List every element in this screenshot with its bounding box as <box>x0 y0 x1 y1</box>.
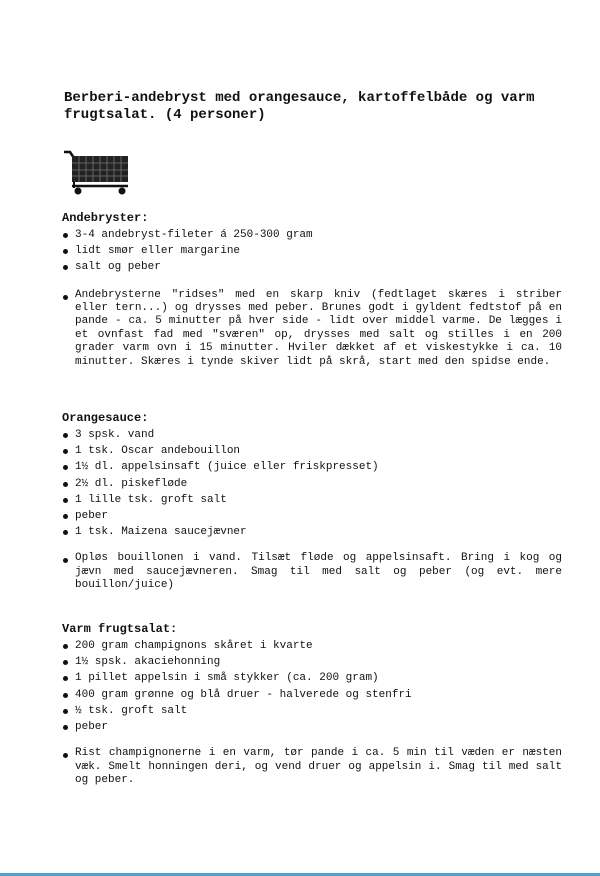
section-varm-frugtsalat <box>62 621 562 787</box>
ingredient-item: 200 gram champignons skåret i kvarte <box>62 638 562 654</box>
ingredient-item: peber <box>62 508 562 524</box>
ingredient-list <box>62 227 562 276</box>
ingredient-item: 1½ dl. appelsinsaft (juice eller friskpresset) <box>62 459 562 475</box>
ingredient-item: salt og peber <box>62 259 562 275</box>
ingredient-item: 2½ dl. piskefløde <box>62 476 562 492</box>
ingredient-item: 400 gram grønne og blå druer - halverede og stenfri <box>62 687 562 703</box>
section-heading: Varm frugtsalat: <box>62 622 178 636</box>
section-andebryster <box>62 210 562 369</box>
ingredient-item: peber <box>62 719 562 735</box>
ingredient-item: 3-4 andebryst-fileter á 250-300 gram <box>62 227 562 243</box>
ingredient-list <box>62 427 562 540</box>
method-step: Andebrysterne "ridses" med en skarp kniv (fedtlaget skæres i striber eller tern...) og drysses med peber. Brunes godt i gyldent fedtstof på en pande - ca. 5 minutter på hver side - lidt over middel varme. De lægges i et ovnfast fad med "sværen" op, drysses med salt og stilles i en 200 grader varm ovn i 15 minutter. Hviler dækket af et viskestykke i ca. 10 minutter. Skæres i tynde skiver lidt på skrå, start med den spidse ende. <box>62 289 562 369</box>
section-heading: Orangesauce: <box>62 411 149 425</box>
ingredient-item: 1 pillet appelsin i små stykker (ca. 200 gram) <box>62 670 562 686</box>
ingredient-item: 3 spsk. vand <box>62 427 562 443</box>
ingredient-item: ½ tsk. groft salt <box>62 703 562 719</box>
section-orangesauce <box>62 410 562 593</box>
recipe-title: Berberi-andebryst med orangesauce, kartoffelbåde og varm frugtsalat. (4 personer) <box>64 90 535 123</box>
ingredient-item: 1 lille tsk. groft salt <box>62 492 562 508</box>
ingredient-list <box>62 638 562 735</box>
method-step: Rist champignonerne i en varm, tør pande i ca. 5 min til væden er næsten væk. Smelt honningen deri, og vend druer og appelsin i. Smag til med salt og peber. <box>62 747 562 787</box>
ingredient-item: lidt smør eller margarine <box>62 243 562 259</box>
shopping-cart-icon <box>62 150 132 196</box>
ingredient-item: 1 tsk. Maizena saucejævner <box>62 524 562 540</box>
section-heading: Andebryster: <box>62 211 149 225</box>
ingredient-item: 1 tsk. Oscar andebouillon <box>62 443 562 459</box>
method-step: Opløs bouillonen i vand. Tilsæt fløde og appelsinsaft. Bring i kog og jævn med saucejævneren. Smag til med salt og peber (og evt. mere bouillon/juice) <box>62 552 562 592</box>
ingredient-item: 1½ spsk. akaciehonning <box>62 654 562 670</box>
